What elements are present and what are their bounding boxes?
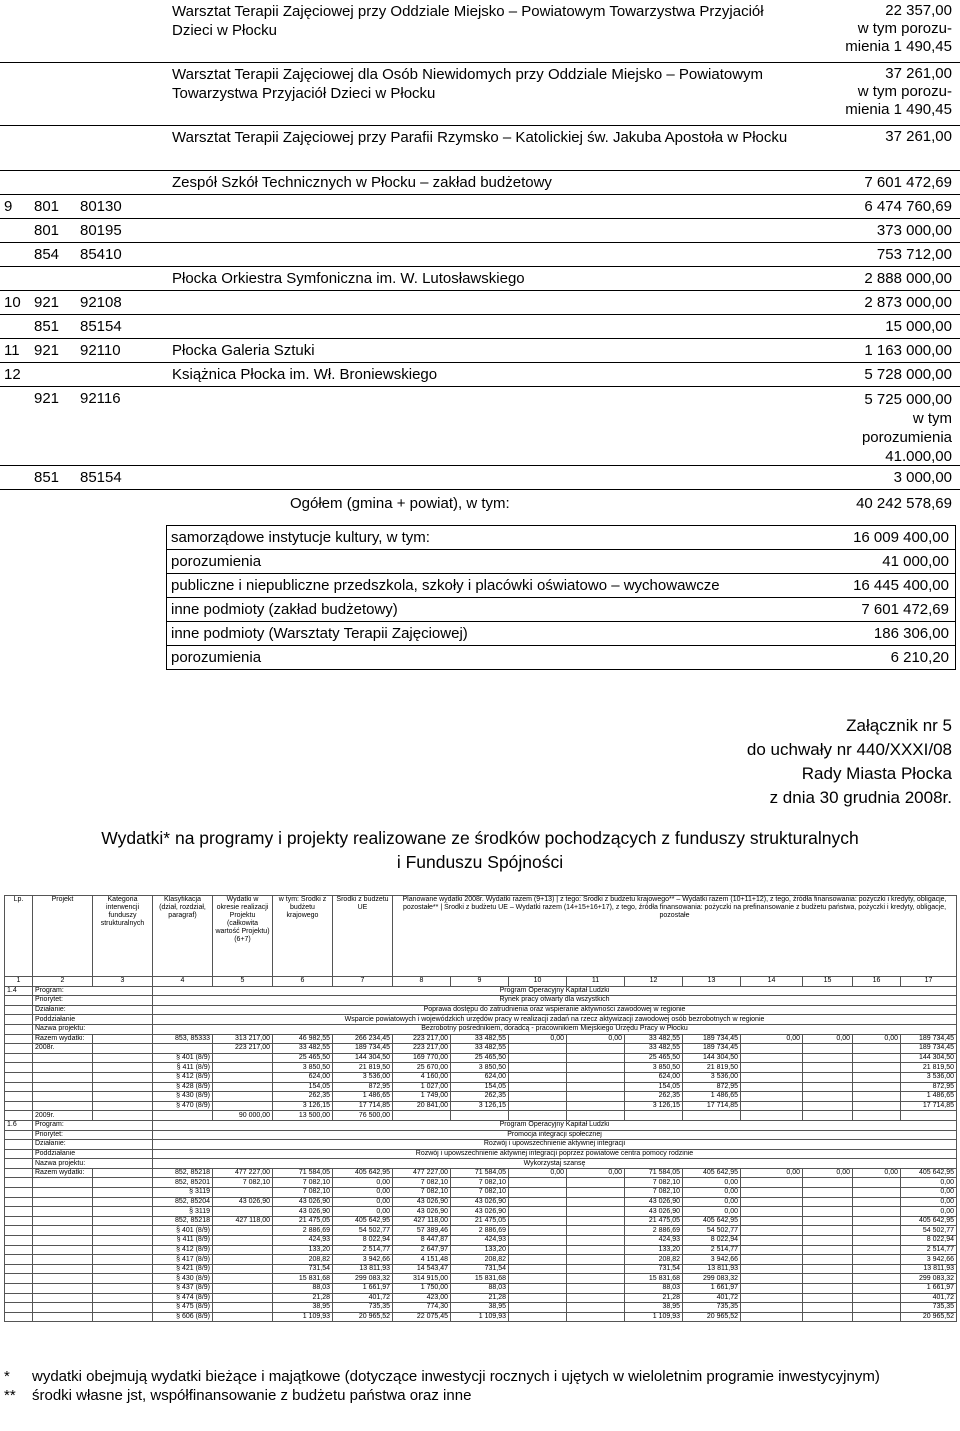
project-info-row: Nazwa projektu: Bezrobotny pośrednikiem, doradcą - pracownikiem Miejskiego Urzędu Pracy w Płocku bbox=[5, 1024, 957, 1034]
expenditure-table-continued bbox=[0, 0, 960, 522]
budget-row: 10 921 92108 2 873 000,00 bbox=[0, 291, 960, 315]
project-info-row: Poddziałanie Rozwój i upowszechnienie aktywnej integracji poprzez powiatowe centra pomocy rodzinie bbox=[5, 1149, 957, 1159]
project-info-row: Działanie: Rozwój i upowszechnienie aktywnej integracji bbox=[5, 1140, 957, 1150]
table-row: § 428 (8/9) 154,05 872,95 1 027,00 154,05 154,05 872,95 872,95 bbox=[5, 1082, 957, 1092]
table-row: § 411 (8/9) 3 850,50 21 819,50 25 670,00 3 850,50 3 850,50 21 819,50 21 819,50 bbox=[5, 1063, 957, 1073]
row-ws2 bbox=[0, 63, 960, 126]
table-row: § 430 (8/9) 15 831,68 299 083,32 314 915,00 15 831,68 15 831,68 299 083,32 299 083,32 bbox=[5, 1274, 957, 1284]
table-row: § 470 (8/9) 3 126,15 17 714,85 20 841,00 3 126,15 3 126,15 17 714,85 17 714,85 bbox=[5, 1101, 957, 1111]
table-row: § 474 (8/9) 21,28 401,72 423,00 21,28 21,28 401,72 401,72 bbox=[5, 1293, 957, 1303]
table-row: § 412 (8/9) 624,00 3 536,00 4 160,00 624,00 624,00 3 536,00 3 536,00 bbox=[5, 1072, 957, 1082]
table-row: 852, 85201 7 082,10 7 082,10 0,00 7 082,10 7 082,10 7 082,10 0,00 0,00 bbox=[5, 1178, 957, 1188]
row-ws1-label: Warsztat Terapii Zajęciowej przy Oddziale Miejsko – Powiatowym Towarzystwa Przyjaciół Dzieci w Płocku bbox=[172, 3, 764, 39]
row-ws3-amount: 37 261,00 bbox=[885, 128, 952, 145]
table-row: § 401 (8/9) 25 465,50 144 304,50 169 770,00 25 465,50 25 465,50 144 304,50 144 304,50 bbox=[5, 1053, 957, 1063]
summary-row: porozumienia 41 000,00 bbox=[166, 550, 956, 574]
budget-row: 801 80195 373 000,00 bbox=[0, 219, 960, 243]
budget-row: Zespół Szkół Technicznych w Płocku – zakład budżetowy 7 601 472,69 bbox=[0, 171, 960, 195]
row-ws2-label: Warsztat Terapii Zajęciowej dla Osób Niewidomych przy Oddziale Miejsko – Powiatowym Towarzystwa Przyjaciół Dzieci w Płocku bbox=[172, 66, 764, 102]
table-header: Lp. Projekt Kategoria interwencji funduszy strukturalnych Klasyfikacja (dział, rozdział, paragraf) Wydatki w okresie realizacji Projektu (całkowita wartość Projektu) (6+7) w tym: Środki z budżetu krajowego Środki z budżetu UE Planowane wydatki 2008r. Wydatki razem (9+13) | z tego: Środki z budżetu krajowego** – Wydatki razem (10+11+12), z tego, źródła finansowania: pożyczki i kredyty, obligacje, pozostałe** | Środki z budżetu UE – Wydatki razem (14+15+16+17), z tego, źródła finansowania: pożyczki na prefinansowanie z budżetu państwa, pożyczki i kredyty, obligacje, pozostałe bbox=[5, 896, 957, 977]
table-row: Razem wydatki: 853, 85333 313 217,00 46 982,55 266 234,45 223 217,00 33 482,55 0,00 0,00 33 482,55 189 734,45 0,00 0,00 0,00 189 734,45 bbox=[5, 1034, 957, 1044]
project-info-row: Poddziałanie Wsparcie powiatowych i wojewódzkich urzędów pracy w realizacji zadań na rzecz aktywizacji zawodowej osób bezrobotnych w regionie bbox=[5, 1015, 957, 1025]
table-row: § 421 (8/9) 731,54 13 811,93 14 543,47 731,54 731,54 13 811,93 13 811,93 bbox=[5, 1264, 957, 1274]
budget-row: 854 85410 753 712,00 bbox=[0, 243, 960, 267]
budget-row: Płocka Orkiestra Symfoniczna im. W. Lutosławskiego 2 888 000,00 bbox=[0, 267, 960, 291]
table-row: 852, 85204 43 026,90 43 026,90 0,00 43 026,90 43 026,90 43 026,90 0,00 0,00 bbox=[5, 1197, 957, 1207]
row-85154: 851 85154 3 000,00 bbox=[0, 466, 960, 490]
table-row: Razem wydatki: 852, 85218 477 227,00 71 584,05 405 642,95 477 227,00 71 584,05 0,00 0,00 71 584,05 405 642,95 0,00 0,00 0,00 405 642,95 bbox=[5, 1168, 957, 1178]
project-info-row: Priorytet: Promocja integracji społecznej bbox=[5, 1130, 957, 1140]
footnote-1: wydatki obejmują wydatki bieżące i majątkowe (dotyczące inwestycji rocznych i ujętych w wieloletnim programie inwestycyjnym) bbox=[32, 1368, 880, 1385]
total-amount: 40 242 578,69 bbox=[856, 495, 952, 512]
budget-row: 9 801 80130 6 474 760,69 bbox=[0, 195, 960, 219]
project-info-row: 1.4 Program: Program Operacyjny Kapitał Ludzki bbox=[5, 986, 957, 996]
table-row: § 606 (8/9) 1 109,93 20 965,52 22 075,45 1 109,93 1 109,93 20 965,52 20 965,52 bbox=[5, 1312, 957, 1322]
projects-table bbox=[4, 895, 957, 1322]
budget-row: 851 85154 15 000,00 bbox=[0, 315, 960, 339]
column-numbers: 1 2 3 4 5 6 7 8 9 10 11 12 13 14 15 16 17 bbox=[5, 977, 957, 987]
table-row: § 3119 7 082,10 0,00 7 082,10 7 082,10 7 082,10 0,00 0,00 bbox=[5, 1188, 957, 1198]
budget-rows bbox=[0, 171, 960, 387]
table-row: § 430 (8/9) 262,35 1 486,65 1 749,00 262,35 262,35 1 486,65 1 486,65 bbox=[5, 1092, 957, 1102]
summary-table bbox=[166, 525, 956, 670]
summary-row: publiczne i niepubliczne przedszkola, szkoły i placówki oświatowo – wychowawcze 16 445 400,00 bbox=[166, 574, 956, 598]
table-row: 852, 85218 427 118,00 21 475,05 405 642,95 427 118,00 21 475,05 21 475,05 405 642,95 405 642,95 bbox=[5, 1216, 957, 1226]
table-row: § 401 (8/9) 2 886,69 54 502,77 57 389,46 2 886,69 2 886,69 54 502,77 54 502,77 bbox=[5, 1226, 957, 1236]
budget-row: 11 921 92110 Płocka Galeria Sztuki 1 163 000,00 bbox=[0, 339, 960, 363]
row-ws1 bbox=[0, 0, 960, 63]
total-label: Ogółem (gmina + powiat), w tym: bbox=[290, 495, 510, 512]
row-total bbox=[0, 490, 960, 522]
table-row: 2009r. 90 000,00 13 500,00 76 500,00 bbox=[5, 1111, 957, 1121]
table-row: § 437 (8/9) 88,03 1 661,97 1 750,00 88,03 88,03 1 661,97 1 661,97 bbox=[5, 1284, 957, 1294]
project-info-row: Nazwa projektu: Wykorzystaj szansę bbox=[5, 1159, 957, 1169]
summary-row: inne podmioty (zakład budżetowy) 7 601 472,69 bbox=[166, 598, 956, 622]
project-info-row: Priorytet: Rynek pracy otwarty dla wszystkich bbox=[5, 996, 957, 1006]
table-row: § 417 (8/9) 208,82 3 942,66 4 151,48 208,82 208,82 3 942,66 3 942,66 bbox=[5, 1255, 957, 1265]
summary-row: inne podmioty (Warsztaty Terapii Zajęciowej) 186 306,00 bbox=[166, 622, 956, 646]
table-row: § 412 (8/9) 133,20 2 514,77 2 647,97 133,20 133,20 2 514,77 2 514,77 bbox=[5, 1245, 957, 1255]
row-ws3-label: Warsztat Terapii Zajęciowej przy Parafii Rzymsko – Katolickiej św. Jakuba Apostoła w Płocku bbox=[172, 129, 788, 146]
table-row: § 475 (8/9) 38,95 735,35 774,30 38,95 38,95 735,35 735,35 bbox=[5, 1303, 957, 1313]
document-title: Wydatki* na programy i projekty realizowane ze środków pochodzących z funduszy strukturalnych i Funduszu Spójności bbox=[101, 828, 859, 872]
annex-header: Załącznik nr 5 do uchwały nr 440/XXXI/08 Rady Miasta Płocka z dnia 30 grudnia 2008r. bbox=[746, 716, 952, 807]
table-row: § 3119 43 026,90 0,00 43 026,90 43 026,90 43 026,90 0,00 0,00 bbox=[5, 1207, 957, 1217]
row-ksiaznica-detail: 921 92116 5 725 000,00 w tym porozumienia 41.000,00 bbox=[0, 387, 960, 466]
row-ws2-amount: 37 261,00 w tym porozu- mienia 1 490,45 bbox=[845, 65, 952, 118]
footnote-2: środki własne jst, współfinansowanie z budżetu państwa oraz inne bbox=[32, 1387, 472, 1404]
summary-row: porozumienia 6 210,20 bbox=[166, 646, 956, 670]
budget-row: 12 Książnica Płocka im. Wł. Broniewskiego 5 728 000,00 bbox=[0, 363, 960, 387]
row-ws3 bbox=[0, 126, 960, 171]
table-row: § 411 (8/9) 424,93 8 022,94 8 447,87 424,93 424,93 8 022,94 8 022,94 bbox=[5, 1236, 957, 1246]
project-info-row: Działanie: Poprawa dostępu do zatrudnienia oraz wspieranie aktywności zawodowej w regionie bbox=[5, 1005, 957, 1015]
summary-row: samorządowe instytucje kultury, w tym: 16 009 400,00 bbox=[166, 525, 956, 550]
table-row: 2008r. 223 217,00 33 482,55 189 734,45 223 217,00 33 482,55 33 482,55 189 734,45 189 734,45 bbox=[5, 1044, 957, 1054]
project-info-row: 1.6 Program: Program Operacyjny Kapitał Ludzki bbox=[5, 1120, 957, 1130]
footnotes: * wydatki obejmują wydatki bieżące i majątkowe (dotyczące inwestycji rocznych i ujętych w wieloletnim programie inwestycyjnym) ** środki własne jst, współfinansowanie z budżetu państwa oraz inne bbox=[4, 1368, 880, 1404]
row-ws1-amount: 22 357,00 w tym porozu- mienia 1 490,45 bbox=[845, 2, 952, 55]
